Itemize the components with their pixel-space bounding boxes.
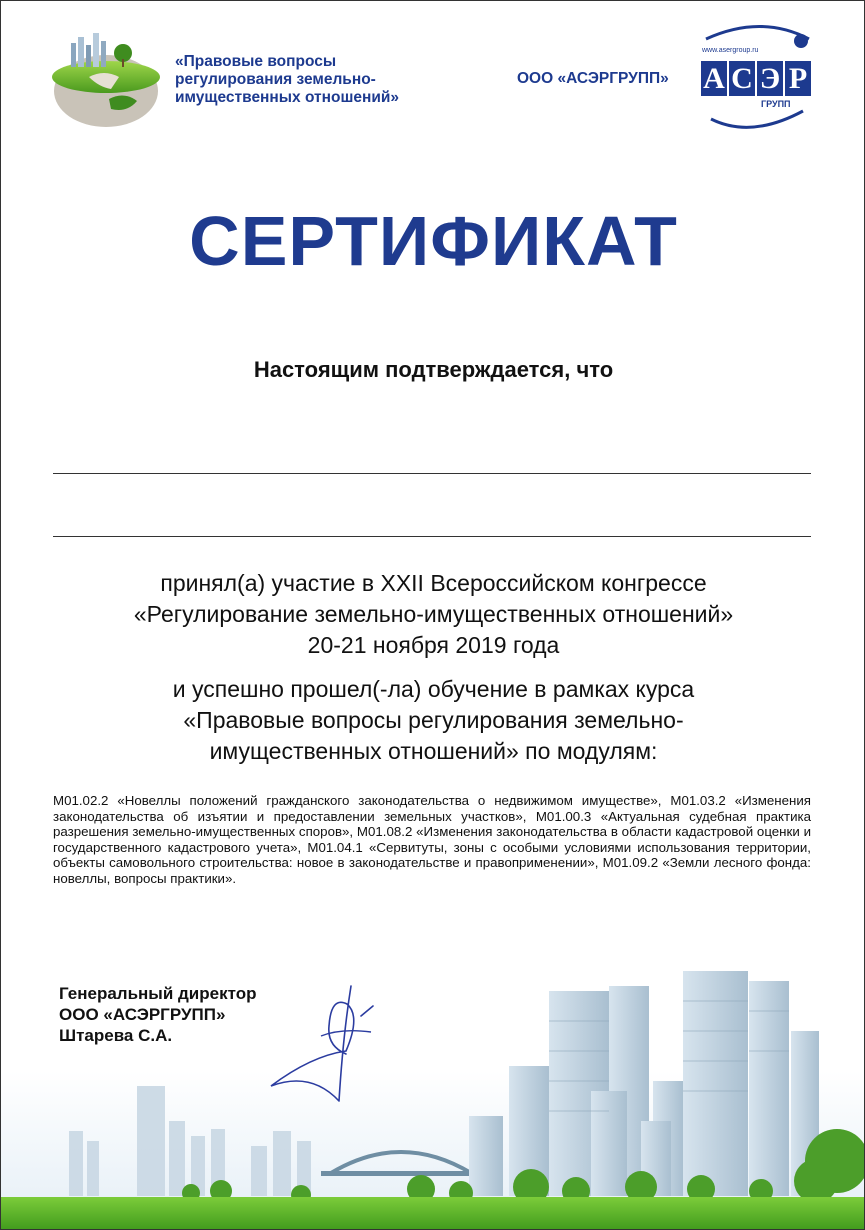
aser-logo-group: ГРУПП	[761, 99, 791, 109]
company-name: ООО «АСЭРГРУПП»	[517, 70, 669, 87]
congress-title-line: имущественных отношений»	[175, 89, 400, 106]
signer-position: Генеральный директор	[59, 984, 257, 1003]
signer-company: ООО «АСЭРГРУПП»	[59, 1005, 226, 1024]
participation-line: «Регулирование земельно-имущественных отношений»	[133, 601, 734, 627]
training-text	[61, 674, 806, 767]
name-blank-line	[53, 536, 811, 537]
signer-name: Штарева С.А.	[59, 1026, 173, 1045]
aser-letter: А	[701, 61, 727, 96]
aser-letter: С	[729, 61, 755, 96]
modules-list: М01.02.2 «Новеллы положений гражданского законодательства о недвижимом имуществе», М01.03.2 «Изменения законодательства об изъятии и предоставлении земельных участков», М01.00.3 «Актуальная судебная практика разрешения земельно-имущественных споров», М01.08.2 «Изменения законодательства в области кадастровой оценки и государственного кадастрового учета», М01.04.1 «Сервитуты, зоны с особыми условиями использования территории, объекты самовольного строительства: новое в законодательстве и правоприменении», М01.09.2 «Земли лесного фонда: новеллы, вопросы практики».	[53, 793, 811, 886]
congress-title-line: регулирования земельно-	[175, 71, 376, 88]
training-line: и успешно прошел(-ла) обучение в рамках курса	[172, 676, 695, 702]
confirmation-text: Настоящим подтверждается, что	[253, 357, 614, 382]
congress-title-line: «Правовые вопросы	[175, 53, 337, 70]
training-line: имущественных отношений» по модулям:	[209, 738, 658, 764]
signer-block	[59, 983, 256, 1046]
name-blank-line	[53, 473, 811, 474]
aser-letter: Р	[785, 61, 811, 96]
participation-text	[61, 568, 806, 661]
training-line: «Правовые вопросы регулирования земельно-	[183, 707, 684, 733]
handwritten-signature	[251, 976, 401, 1126]
participation-line: принял(а) участие в XXII Всероссийском конгрессе	[160, 570, 707, 596]
aser-logo-url: www.asergroup.ru	[702, 47, 759, 54]
certificate-title: СЕРТИФИКАТ	[189, 202, 678, 280]
participation-line: 20-21 ноября 2019 года	[307, 632, 560, 658]
congress-title	[175, 53, 475, 107]
congress-globe-logo	[49, 29, 164, 129]
aser-logo-letters	[701, 61, 811, 96]
aser-letter: Э	[757, 61, 783, 96]
